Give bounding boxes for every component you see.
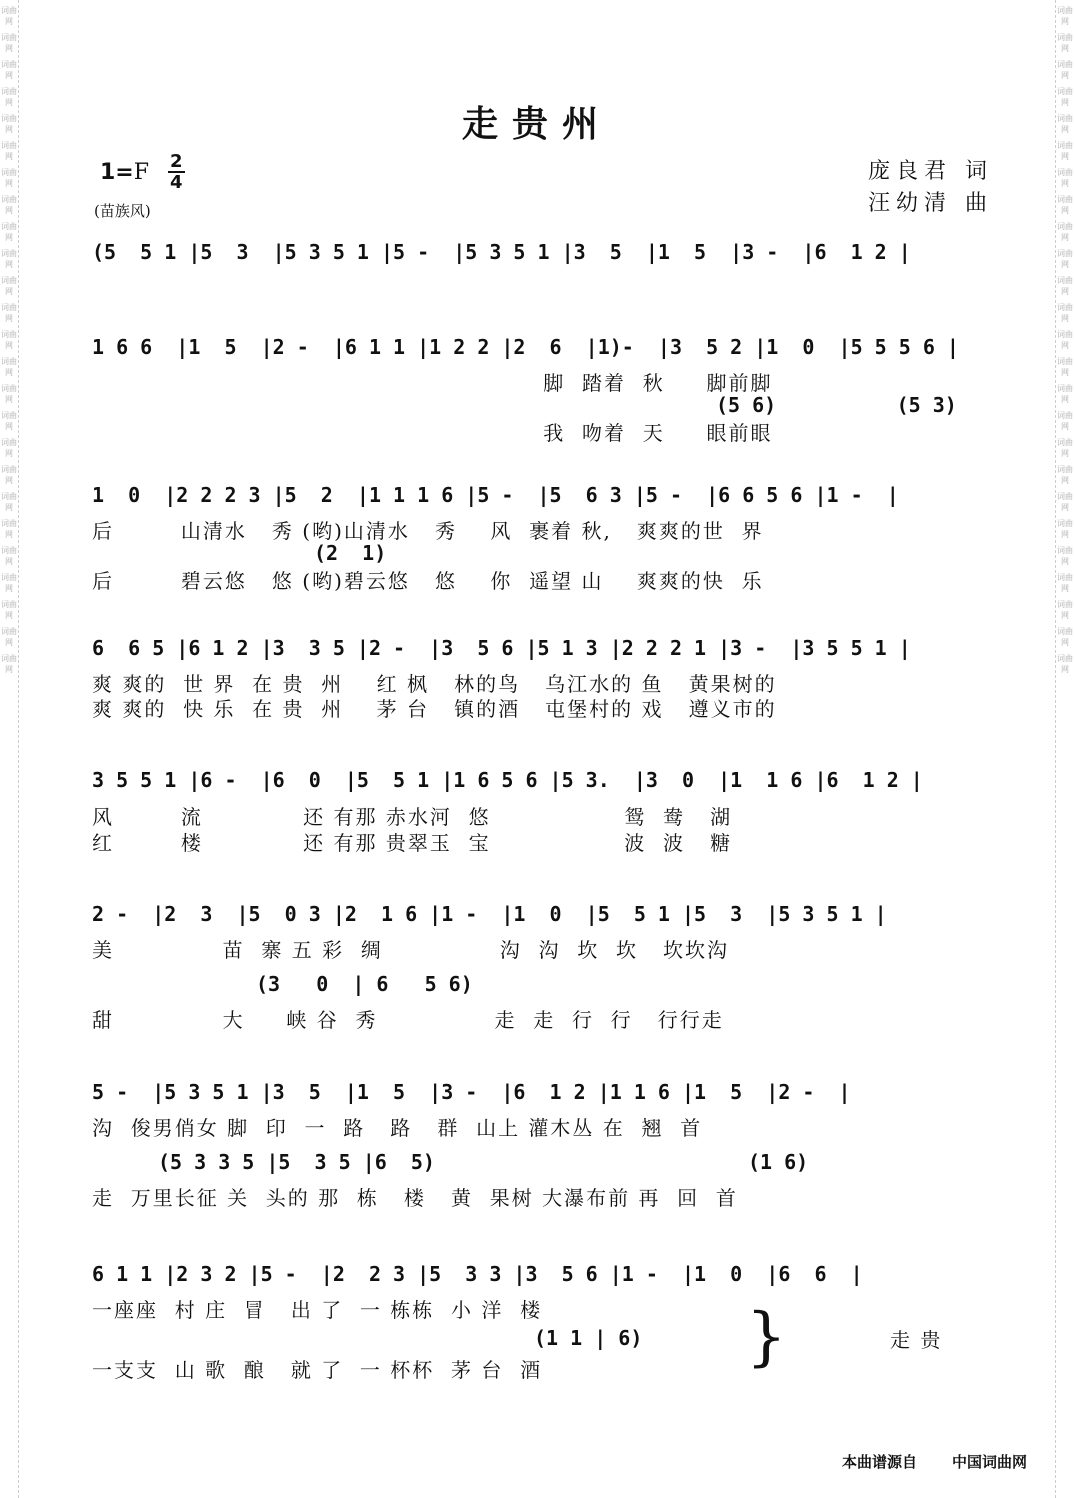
alternate-notes: (3 0 | 6 5 6) <box>256 972 473 996</box>
notation-line: 5 - |5 3 5 1 |3 5 |1 5 |3 - |6 1 2 |1 1 6 |1 5 |2 - | <box>92 1080 851 1104</box>
watermark-text: 词曲网 <box>1 384 17 404</box>
watermark-text: 词曲网 <box>1 141 17 161</box>
key-signature <box>100 160 149 185</box>
lyric-verse-1: 后 山清水 秀 (哟)山清水 秀 风 裹着 秋, 爽爽的世 界 <box>92 519 764 543</box>
right-watermark-strip <box>1055 0 1074 1498</box>
lyric-verse-1: 沟 俊男俏女 脚 印 一 路 路 群 山上 灌木丛 在 翘 首 <box>92 1116 703 1140</box>
notation-line: 3 5 5 1 |6 - |6 0 |5 5 1 |1 6 5 6 |5 3. |3 0 |1 1 6 |6 1 2 | <box>92 768 923 792</box>
alternate-notes: (5 6) (5 3) <box>716 393 957 417</box>
watermark-text: 词曲网 <box>1 654 17 674</box>
alternate-notes: (5 3 3 5 |5 3 5 |6 5) <box>158 1150 435 1174</box>
meter-numerator: 2 <box>170 151 183 172</box>
watermark-text: 词曲网 <box>1 60 17 80</box>
watermark-text: 词曲网 <box>1 249 17 269</box>
watermark-text: 词曲网 <box>1 357 17 377</box>
watermark-text: 词曲网 <box>1 519 17 539</box>
notation-line: 2 - |2 3 |5 0 3 |2 1 6 |1 - |1 0 |5 5 1 |5 3 |5 3 5 1 | <box>92 902 887 926</box>
watermark-text: 词曲网 <box>1 33 17 53</box>
lyric-verse-1: 脚 踏着 秋 脚前脚 <box>92 371 773 395</box>
watermark-text: 词曲网 <box>1057 168 1073 188</box>
footer-source-label: 本曲谱源自 <box>842 1453 918 1471</box>
watermark-text: 词曲网 <box>1057 519 1073 539</box>
watermark-text: 词曲网 <box>1 222 17 242</box>
watermark-text: 词曲网 <box>1057 330 1073 350</box>
watermark-text: 词曲网 <box>1 195 17 215</box>
watermark-text: 词曲网 <box>1057 249 1073 269</box>
watermark-text: 词曲网 <box>1057 87 1073 107</box>
watermark-text: 词曲网 <box>1057 60 1073 80</box>
watermark-text: 词曲网 <box>1 6 17 26</box>
ending-lyric: 走 贵 <box>890 1328 943 1352</box>
watermark-text: 词曲网 <box>1 492 17 512</box>
watermark-text: 词曲网 <box>1 411 17 431</box>
lyric-verse-2: 爽 爽的 快 乐 在 贵 州 茅 台 镇的酒 屯堡村的 戏 遵义市的 <box>92 697 777 721</box>
verse-brace: } <box>746 1300 787 1374</box>
watermark-text: 词曲网 <box>1057 546 1073 566</box>
composer-credit: 汪幼清 曲 <box>868 191 993 216</box>
watermark-text: 词曲网 <box>1057 303 1073 323</box>
lyric-verse-1: 一座座 村 庄 冒 出 了 一 栋栋 小 洋 楼 <box>92 1298 543 1322</box>
alternate-notes: (1 1 | 6) <box>534 1326 643 1350</box>
lyric-verse-2: 一支支 山 歌 酿 就 了 一 杯杯 茅 台 酒 <box>92 1358 543 1382</box>
watermark-text: 词曲网 <box>1 465 17 485</box>
watermark-text: 词曲网 <box>1057 357 1073 377</box>
watermark-text: 词曲网 <box>1057 492 1073 512</box>
watermark-text: 词曲网 <box>1 168 17 188</box>
watermark-text: 词曲网 <box>1057 195 1073 215</box>
watermark-text: 词曲网 <box>1057 465 1073 485</box>
watermark-text: 词曲网 <box>1057 384 1073 404</box>
notation-line: (5 5 1 |5 3 |5 3 5 1 |5 - |5 3 5 1 |3 5 |1 5 |3 - |6 1 2 | <box>92 240 911 264</box>
watermark-text: 词曲网 <box>1057 276 1073 296</box>
lyric-verse-2: 甜 大 峡 谷 秀 走 走 行 行 行行走 <box>92 1008 724 1032</box>
lyric-verse-1: 美 苗 寨 五 彩 绸 沟 沟 坎 坎 坎坎沟 <box>92 938 730 962</box>
watermark-text: 词曲网 <box>1057 627 1073 647</box>
key-prefix: 1= <box>100 160 134 185</box>
notation-line: 1 6 6 |1 5 |2 - |6 1 1 |1 2 2 |2 6 |1)- |3 5 2 |1 0 |5 5 5 6 | <box>92 335 959 359</box>
lyric-verse-1: 爽 爽的 世 界 在 贵 州 红 枫 林的鸟 乌江水的 鱼 黄果树的 <box>92 672 777 696</box>
time-signature <box>168 152 185 192</box>
watermark-text: 词曲网 <box>1057 411 1073 431</box>
watermark-text: 词曲网 <box>1 87 17 107</box>
alternate-notes: (2 1) <box>314 541 387 565</box>
watermark-text: 词曲网 <box>1057 6 1073 26</box>
watermark-text: 词曲网 <box>1057 600 1073 620</box>
footer-site-name: 中国词曲网 <box>952 1453 1028 1471</box>
key-note: F <box>133 160 150 185</box>
lyric-verse-2: 我 吻着 天 眼前眼 <box>92 421 773 445</box>
watermark-text: 词曲网 <box>1 114 17 134</box>
notation-line: 6 1 1 |2 3 2 |5 - |2 2 3 |5 3 3 |3 5 6 |1 - |1 0 |6 6 | <box>92 1262 863 1286</box>
notation-line: 6 6 5 |6 1 2 |3 3 5 |2 - |3 5 6 |5 1 3 |2 2 2 1 |3 - |3 5 5 1 | <box>92 636 911 660</box>
watermark-text: 词曲网 <box>1 438 17 458</box>
alternate-notes: (1 6) <box>748 1150 809 1174</box>
style-note: (苗族风) <box>94 202 151 220</box>
watermark-text: 词曲网 <box>1 330 17 350</box>
lyric-verse-1: 风 流 还 有那 赤水河 悠 鸳 鸯 湖 <box>92 805 733 829</box>
notation-line: 1 0 |2 2 2 3 |5 2 |1 1 1 6 |5 - |5 6 3 |5 - |6 6 5 6 |1 - | <box>92 483 899 507</box>
lyric-verse-2: 走 万里长征 关 头的 那 栋 楼 黄 果树 大瀑布前 再 回 首 <box>92 1186 738 1210</box>
lyricist-credit: 庞良君 词 <box>868 159 993 184</box>
watermark-text: 词曲网 <box>1 627 17 647</box>
left-watermark-strip <box>0 0 19 1498</box>
lyric-verse-2: 红 楼 还 有那 贵翠玉 宝 波 波 糖 <box>92 831 733 855</box>
watermark-text: 词曲网 <box>1 546 17 566</box>
song-title: 走贵州 <box>461 104 612 145</box>
watermark-text: 词曲网 <box>1057 114 1073 134</box>
lyric-verse-2: 后 碧云悠 悠 (哟)碧云悠 悠 你 遥望 山 爽爽的快 乐 <box>92 569 764 593</box>
watermark-text: 词曲网 <box>1 600 17 620</box>
watermark-text: 词曲网 <box>1057 141 1073 161</box>
watermark-text: 词曲网 <box>1057 573 1073 593</box>
watermark-text: 词曲网 <box>1057 654 1073 674</box>
watermark-text: 词曲网 <box>1 303 17 323</box>
watermark-text: 词曲网 <box>1057 438 1073 458</box>
meter-denominator: 4 <box>170 172 183 193</box>
watermark-text: 词曲网 <box>1057 222 1073 242</box>
watermark-text: 词曲网 <box>1 573 17 593</box>
watermark-text: 词曲网 <box>1 276 17 296</box>
watermark-text: 词曲网 <box>1057 33 1073 53</box>
